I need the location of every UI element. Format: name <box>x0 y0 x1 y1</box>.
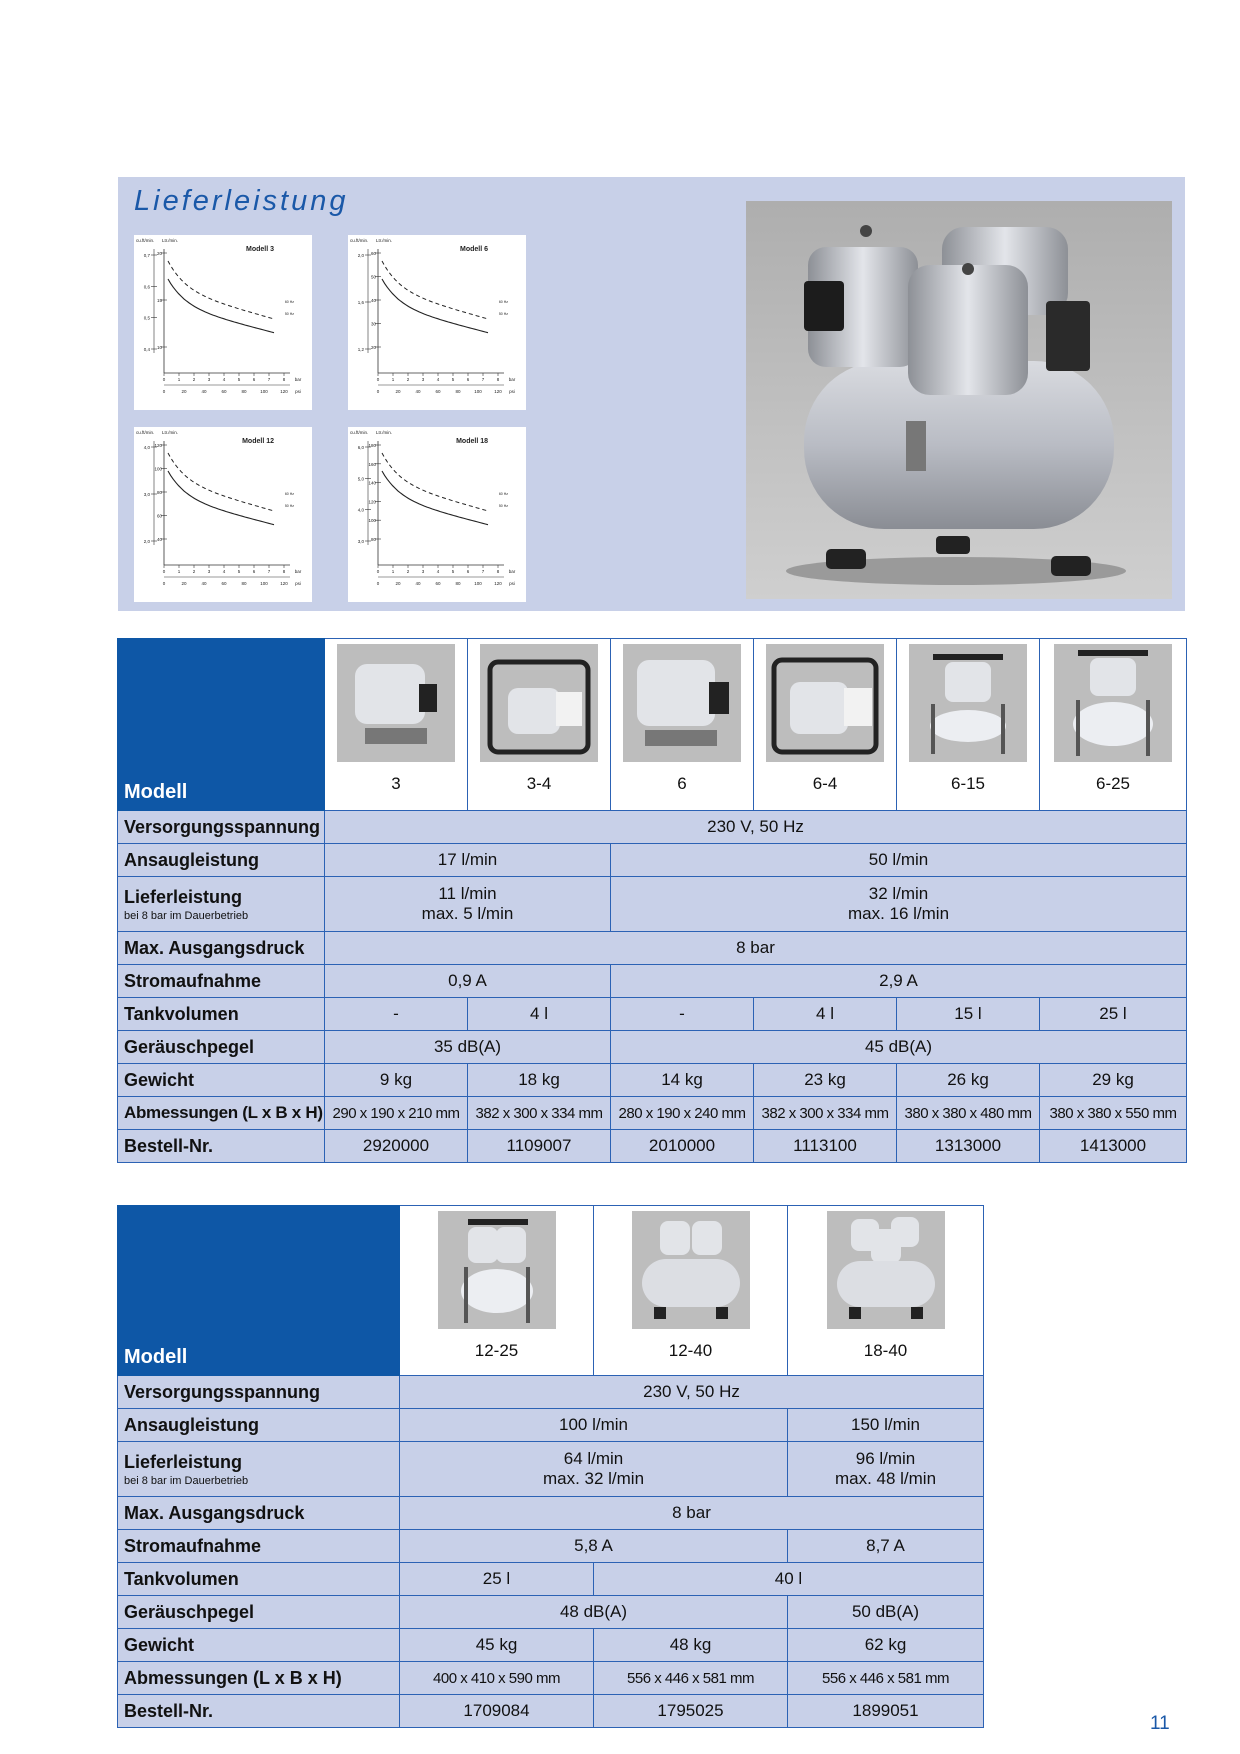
series-label: 50 Hz <box>498 504 508 508</box>
row-label: Bestell-Nr. <box>118 1130 325 1163</box>
y-tick-label-right: 180 <box>368 443 376 448</box>
series-label: 50 Hz <box>284 504 294 508</box>
x-tick-label-bar: 8 <box>496 569 500 574</box>
row-sublabel: bei 8 bar im Dauerbetrieb <box>124 909 249 922</box>
value-cell: 1113100 <box>754 1130 897 1163</box>
x-tick-label-psi: 60 <box>221 581 227 586</box>
compressor-image <box>623 644 741 762</box>
value-cell: 1709084 <box>400 1695 594 1728</box>
row-tank <box>118 998 1187 1031</box>
value-cell: 2010000 <box>611 1130 754 1163</box>
value-cell: 17 l/min <box>325 844 611 877</box>
x-tick-label-bar: 5 <box>451 569 455 574</box>
model-cell <box>611 639 754 811</box>
x-tick-label-psi: 60 <box>221 389 227 394</box>
y-tick-label-right: 60 <box>156 513 162 519</box>
y-tick-label-left: 5,0 <box>357 476 364 482</box>
y-tick-label-right: 140 <box>368 480 376 486</box>
row-label: Geräuschpegel <box>118 1596 400 1629</box>
x-tick-label-bar: 2 <box>406 569 410 574</box>
x-tick-label-bar: 3 <box>421 377 425 382</box>
x-tick-label-psi: 0 <box>376 581 380 586</box>
row-strom <box>118 1530 984 1563</box>
x-tick-label-bar: 2 <box>192 569 196 574</box>
series-label: 60 Hz <box>498 300 508 304</box>
row-label: Stromaufnahme <box>118 1530 400 1563</box>
row-abmessungen <box>118 1097 1187 1130</box>
model-number: 6-4 <box>812 774 838 793</box>
value-cell: 62 kg <box>788 1629 984 1662</box>
row-label: Max. Ausgangsdruck <box>118 932 325 965</box>
x-tick-label-psi: psi <box>509 581 515 586</box>
value-cell: 40 l <box>594 1563 984 1596</box>
x-tick-label-psi: 100 <box>260 389 268 394</box>
row-liefer <box>118 1442 984 1497</box>
y-tick-label-left: 6,0 <box>357 445 364 450</box>
x-tick-label-psi: 80 <box>241 581 247 586</box>
value-cell: 25 l <box>400 1563 594 1596</box>
model-cell <box>468 639 611 811</box>
series-line-50hz <box>382 279 488 333</box>
value-cell: 8 bar <box>400 1497 984 1530</box>
row-label-cell <box>118 1442 400 1497</box>
x-tick-label-bar: 1 <box>177 569 181 574</box>
model-number: 18-40 <box>863 1341 908 1360</box>
value-cell: 26 kg <box>897 1064 1040 1097</box>
x-tick-label-psi: 80 <box>241 389 247 394</box>
x-tick-label-psi: 80 <box>455 389 461 394</box>
y-tick-label-left: 1,2 <box>357 347 364 352</box>
x-tick-label-psi: 60 <box>435 581 441 586</box>
model-number: 3 <box>391 774 401 793</box>
value-line: 96 l/min <box>855 1449 916 1468</box>
row-label: Abmessungen (L x B x H) <box>118 1662 400 1695</box>
x-tick-label-psi: 0 <box>376 389 380 394</box>
value-line: max. 32 l/min <box>542 1469 645 1488</box>
value-cell: 1413000 <box>1040 1130 1187 1163</box>
value-cell <box>400 1442 788 1497</box>
row-label: Geräuschpegel <box>118 1031 325 1064</box>
chart-modell-6 <box>348 235 526 410</box>
y-tick-label-left: 0,7 <box>143 253 150 258</box>
series-line-50hz <box>168 471 274 525</box>
value-cell <box>788 1442 984 1497</box>
unit-right-label: Ltr./min. <box>162 430 179 435</box>
value-cell: 14 kg <box>611 1064 754 1097</box>
row-label: Versorgungsspannung <box>118 1376 400 1409</box>
x-tick-label-psi: 0 <box>162 581 166 586</box>
compressor-image <box>632 1211 750 1329</box>
chart-modell-3 <box>134 235 312 410</box>
y-tick-label-right: 120 <box>154 443 162 448</box>
value-cell: 382 x 300 x 334 mm <box>754 1097 897 1130</box>
x-tick-label-psi: 20 <box>395 389 401 394</box>
y-tick-label-right: 160 <box>368 461 376 467</box>
row-geraeusch <box>118 1596 984 1629</box>
section-title: Lieferleistung <box>134 185 349 217</box>
model-cell <box>754 639 897 811</box>
compressor-12-40-image <box>632 1211 750 1329</box>
value-cell: 8,7 A <box>788 1530 984 1563</box>
row-label: Bestell-Nr. <box>118 1695 400 1728</box>
value-cell: - <box>611 998 754 1031</box>
row-gewicht <box>118 1629 984 1662</box>
value-cell: 1313000 <box>897 1130 1040 1163</box>
series-line-60hz <box>382 261 488 319</box>
compressor-6-image <box>623 644 741 762</box>
x-tick-label-bar: 0 <box>162 377 166 382</box>
value-cell: 380 x 380 x 480 mm <box>897 1097 1040 1130</box>
y-tick-label-right: 30 <box>370 321 376 327</box>
y-tick-label-left: 3,0 <box>143 492 150 497</box>
value-cell: 15 l <box>897 998 1040 1031</box>
x-tick-label-bar: bar <box>294 569 302 574</box>
compressor-6-25-image <box>1054 644 1172 762</box>
x-tick-label-bar: bar <box>508 377 516 382</box>
value-cell: 230 V, 50 Hz <box>325 811 1187 844</box>
value-cell <box>325 877 611 932</box>
model-row <box>118 639 1187 811</box>
y-tick-label-right: 20 <box>370 345 376 350</box>
row-strom <box>118 965 1187 998</box>
x-tick-label-psi: psi <box>295 389 301 394</box>
x-tick-label-bar: 4 <box>222 569 226 574</box>
value-line: 64 l/min <box>563 1449 624 1468</box>
compressor-image <box>480 644 598 762</box>
row-label: Gewicht <box>118 1629 400 1662</box>
x-tick-label-bar: bar <box>508 569 516 574</box>
unit-left-label: cu.ft/min. <box>136 430 155 435</box>
row-gewicht <box>118 1064 1187 1097</box>
row-label: Tankvolumen <box>118 1563 400 1596</box>
x-tick-label-psi: 20 <box>395 581 401 586</box>
value-cell: 2,9 A <box>611 965 1187 998</box>
model-cell <box>1040 639 1187 811</box>
value-cell: 8 bar <box>325 932 1187 965</box>
series-label: 60 Hz <box>498 492 508 496</box>
row-bestell <box>118 1695 984 1728</box>
series-line-60hz <box>168 261 274 319</box>
x-tick-label-bar: 1 <box>391 569 395 574</box>
delivery-section <box>118 177 1185 611</box>
x-tick-label-psi: 120 <box>494 581 502 586</box>
chart-title: Modell 18 <box>456 438 488 445</box>
x-tick-label-bar: bar <box>294 377 302 382</box>
value-cell: 45 dB(A) <box>611 1031 1187 1064</box>
x-tick-label-psi: 100 <box>474 581 482 586</box>
x-tick-label-psi: psi <box>295 581 301 586</box>
y-tick-label-right: 80 <box>370 537 376 542</box>
x-tick-label-bar: 6 <box>466 377 470 382</box>
compressor-image <box>438 1211 556 1329</box>
model-cell <box>788 1206 984 1376</box>
y-tick-label-left: 0,4 <box>143 347 150 352</box>
value-cell: 5,8 A <box>400 1530 788 1563</box>
x-tick-label-bar: 8 <box>282 377 286 382</box>
y-tick-label-left: 4,0 <box>143 445 150 450</box>
x-tick-label-bar: 4 <box>222 377 226 382</box>
row-sublabel: bei 8 bar im Dauerbetrieb <box>124 1474 249 1487</box>
row-label: Stromaufnahme <box>118 965 325 998</box>
row-liefer <box>118 877 1187 932</box>
chart-title: Modell 6 <box>459 246 488 253</box>
compressor-3-image <box>337 644 455 762</box>
x-tick-label-psi: 120 <box>280 581 288 586</box>
value-cell: 18 kg <box>468 1064 611 1097</box>
row-ansaug <box>118 1409 984 1442</box>
x-tick-label-bar: 2 <box>406 377 410 382</box>
value-cell: 25 l <box>1040 998 1187 1031</box>
value-line: max. 16 l/min <box>847 904 950 923</box>
value-cell: 23 kg <box>754 1064 897 1097</box>
value-cell: 4 l <box>468 998 611 1031</box>
series-label: 60 Hz <box>284 492 294 496</box>
value-cell: 45 kg <box>400 1629 594 1662</box>
value-cell: 1899051 <box>788 1695 984 1728</box>
y-tick-label-left: 2,0 <box>357 253 364 258</box>
x-tick-label-psi: 120 <box>280 389 288 394</box>
unit-left-label: cu.ft/min. <box>136 238 155 243</box>
compressor-image <box>766 644 884 762</box>
model-cell <box>594 1206 788 1376</box>
y-tick-label-right: 120 <box>368 499 376 505</box>
compressor-6-4-image <box>766 644 884 762</box>
compressor-image <box>1054 644 1172 762</box>
row-geraeusch <box>118 1031 1187 1064</box>
x-tick-label-bar: 5 <box>451 377 455 382</box>
x-tick-label-psi: 40 <box>415 581 421 586</box>
unit-right-label: Ltr./min. <box>376 430 393 435</box>
y-tick-label-right: 100 <box>154 466 162 472</box>
y-tick-label-left: 0,6 <box>143 284 150 290</box>
value-line: max. 48 l/min <box>834 1469 937 1488</box>
series-line-60hz <box>168 453 274 511</box>
row-label: Lieferleistung <box>124 1451 243 1472</box>
model-number: 6-15 <box>950 774 986 793</box>
x-tick-label-psi: 40 <box>201 389 207 394</box>
x-tick-label-bar: 7 <box>481 569 485 574</box>
model-cell <box>400 1206 594 1376</box>
x-tick-label-bar: 0 <box>162 569 166 574</box>
value-cell: - <box>325 998 468 1031</box>
y-tick-label-left: 0,5 <box>143 315 150 321</box>
compressor-18-40-image <box>827 1211 945 1329</box>
row-label: Gewicht <box>118 1064 325 1097</box>
x-tick-label-bar: 3 <box>207 569 211 574</box>
chart-svg <box>134 427 312 602</box>
row-label: Tankvolumen <box>118 998 325 1031</box>
value-line: 32 l/min <box>868 884 929 903</box>
x-tick-label-psi: 120 <box>494 389 502 394</box>
x-tick-label-bar: 5 <box>237 377 241 382</box>
x-tick-label-bar: 6 <box>466 569 470 574</box>
x-tick-label-psi: 20 <box>181 581 187 586</box>
model-number: 12-40 <box>668 1341 713 1360</box>
chart-modell-18 <box>348 427 526 602</box>
series-line-60hz <box>382 453 488 511</box>
series-label: 50 Hz <box>284 312 294 316</box>
value-cell: 1109007 <box>468 1130 611 1163</box>
compressor-image <box>827 1211 945 1329</box>
chart-svg <box>348 427 526 602</box>
value-cell: 48 kg <box>594 1629 788 1662</box>
chart-svg <box>348 235 526 410</box>
value-cell: 290 x 190 x 210 mm <box>325 1097 468 1130</box>
model-number: 6-25 <box>1095 774 1131 793</box>
x-tick-label-psi: 80 <box>455 581 461 586</box>
x-tick-label-bar: 6 <box>252 377 256 382</box>
value-cell: 382 x 300 x 334 mm <box>468 1097 611 1130</box>
x-tick-label-bar: 7 <box>267 377 271 382</box>
chart-svg <box>134 235 312 410</box>
value-cell: 48 dB(A) <box>400 1596 788 1629</box>
compressor-photo <box>746 201 1172 599</box>
x-tick-label-bar: 4 <box>436 569 440 574</box>
y-tick-label-right: 40 <box>156 537 162 542</box>
row-label-cell <box>118 877 325 932</box>
row-label: Abmessungen (L x B x H) <box>118 1097 325 1130</box>
row-label: Max. Ausgangsdruck <box>118 1497 400 1530</box>
y-tick-label-right: 15 <box>156 298 162 303</box>
series-label: 50 Hz <box>498 312 508 316</box>
x-tick-label-psi: 100 <box>474 389 482 394</box>
value-cell: 280 x 190 x 240 mm <box>611 1097 754 1130</box>
page-number: 11 <box>1150 1713 1170 1734</box>
unit-left-label: cu.ft/min. <box>350 430 369 435</box>
spec-table-1 <box>117 638 1187 1163</box>
value-cell: 4 l <box>754 998 897 1031</box>
x-tick-label-psi: 40 <box>201 581 207 586</box>
x-tick-label-psi: 100 <box>260 581 268 586</box>
x-tick-label-psi: 20 <box>181 389 187 394</box>
row-spannung <box>118 1376 984 1409</box>
x-tick-label-bar: 3 <box>207 377 211 382</box>
compressor-image <box>337 644 455 762</box>
series-label: 60 Hz <box>284 300 294 304</box>
row-label: Ansaugleistung <box>118 844 325 877</box>
x-tick-label-psi: 40 <box>415 389 421 394</box>
value-cell: 29 kg <box>1040 1064 1187 1097</box>
model-row <box>118 1206 984 1376</box>
x-tick-label-psi: psi <box>509 389 515 394</box>
y-tick-label-right: 10 <box>156 345 162 350</box>
row-tank <box>118 1563 984 1596</box>
row-spannung <box>118 811 1187 844</box>
value-cell: 150 l/min <box>788 1409 984 1442</box>
x-tick-label-bar: 8 <box>282 569 286 574</box>
x-tick-label-bar: 4 <box>436 377 440 382</box>
x-tick-label-bar: 7 <box>481 377 485 382</box>
compressor-6-15-image <box>909 644 1027 762</box>
y-tick-label-right: 80 <box>156 490 162 495</box>
y-tick-label-right: 40 <box>370 298 376 303</box>
value-cell: 50 dB(A) <box>788 1596 984 1629</box>
compressor-3-4-image <box>480 644 598 762</box>
row-ansaug <box>118 844 1187 877</box>
unit-left-label: cu.ft/min. <box>350 238 369 243</box>
row-druck <box>118 932 1187 965</box>
x-tick-label-bar: 3 <box>421 569 425 574</box>
x-tick-label-bar: 5 <box>237 569 241 574</box>
y-tick-label-left: 2,0 <box>143 539 150 544</box>
value-cell: 9 kg <box>325 1064 468 1097</box>
model-header-label: Modell <box>118 639 325 811</box>
series-line-50hz <box>382 471 488 525</box>
x-tick-label-bar: 0 <box>376 569 380 574</box>
value-cell: 2920000 <box>325 1130 468 1163</box>
x-tick-label-bar: 7 <box>267 569 271 574</box>
row-label: Versorgungsspannung <box>118 811 325 844</box>
y-tick-label-left: 3,0 <box>357 539 364 544</box>
value-cell: 50 l/min <box>611 844 1187 877</box>
value-cell: 380 x 380 x 550 mm <box>1040 1097 1187 1130</box>
x-tick-label-psi: 0 <box>162 389 166 394</box>
row-label: Ansaugleistung <box>118 1409 400 1442</box>
row-bestell <box>118 1130 1187 1163</box>
model-number: 3-4 <box>526 774 552 793</box>
model-cell <box>325 639 468 811</box>
value-cell: 1795025 <box>594 1695 788 1728</box>
value-cell: 400 x 410 x 590 mm <box>400 1662 594 1695</box>
model-cell <box>897 639 1040 811</box>
value-line: 11 l/min <box>438 884 497 903</box>
x-tick-label-bar: 2 <box>192 377 196 382</box>
y-tick-label-right: 60 <box>370 251 376 256</box>
spec-table-2 <box>117 1205 984 1728</box>
row-abmessungen <box>118 1662 984 1695</box>
model-number: 12-25 <box>474 1341 519 1360</box>
x-tick-label-bar: 6 <box>252 569 256 574</box>
y-tick-label-left: 1,6 <box>357 300 364 305</box>
unit-right-label: Ltr./min. <box>162 238 179 243</box>
y-tick-label-right: 100 <box>368 518 376 524</box>
chart-title: Modell 3 <box>245 246 274 253</box>
compressor-12-25-image <box>438 1211 556 1329</box>
x-tick-label-bar: 1 <box>177 377 181 382</box>
compressor-18-40-image <box>746 201 1172 599</box>
x-tick-label-psi: 60 <box>435 389 441 394</box>
model-number: 6 <box>677 774 687 793</box>
value-cell: 556 x 446 x 581 mm <box>788 1662 984 1695</box>
row-label: Lieferleistung <box>124 886 243 907</box>
chart-modell-12 <box>134 427 312 602</box>
y-tick-label-right: 50 <box>370 274 376 280</box>
series-line-50hz <box>168 279 274 333</box>
compressor-image <box>909 644 1027 762</box>
unit-right-label: Ltr./min. <box>376 238 393 243</box>
value-cell: 100 l/min <box>400 1409 788 1442</box>
model-header-label: Modell <box>118 1206 400 1376</box>
chart-title: Modell 12 <box>242 438 274 445</box>
value-cell: 0,9 A <box>325 965 611 998</box>
value-cell: 556 x 446 x 581 mm <box>594 1662 788 1695</box>
y-tick-label-right: 20 <box>156 251 162 256</box>
value-cell: 35 dB(A) <box>325 1031 611 1064</box>
row-druck <box>118 1497 984 1530</box>
value-line: max. 5 l/min <box>421 904 514 923</box>
y-tick-label-left: 4,0 <box>357 507 364 513</box>
value-cell: 230 V, 50 Hz <box>400 1376 984 1409</box>
value-cell <box>611 877 1187 932</box>
x-tick-label-bar: 0 <box>376 377 380 382</box>
x-tick-label-bar: 1 <box>391 377 395 382</box>
x-tick-label-bar: 8 <box>496 377 500 382</box>
